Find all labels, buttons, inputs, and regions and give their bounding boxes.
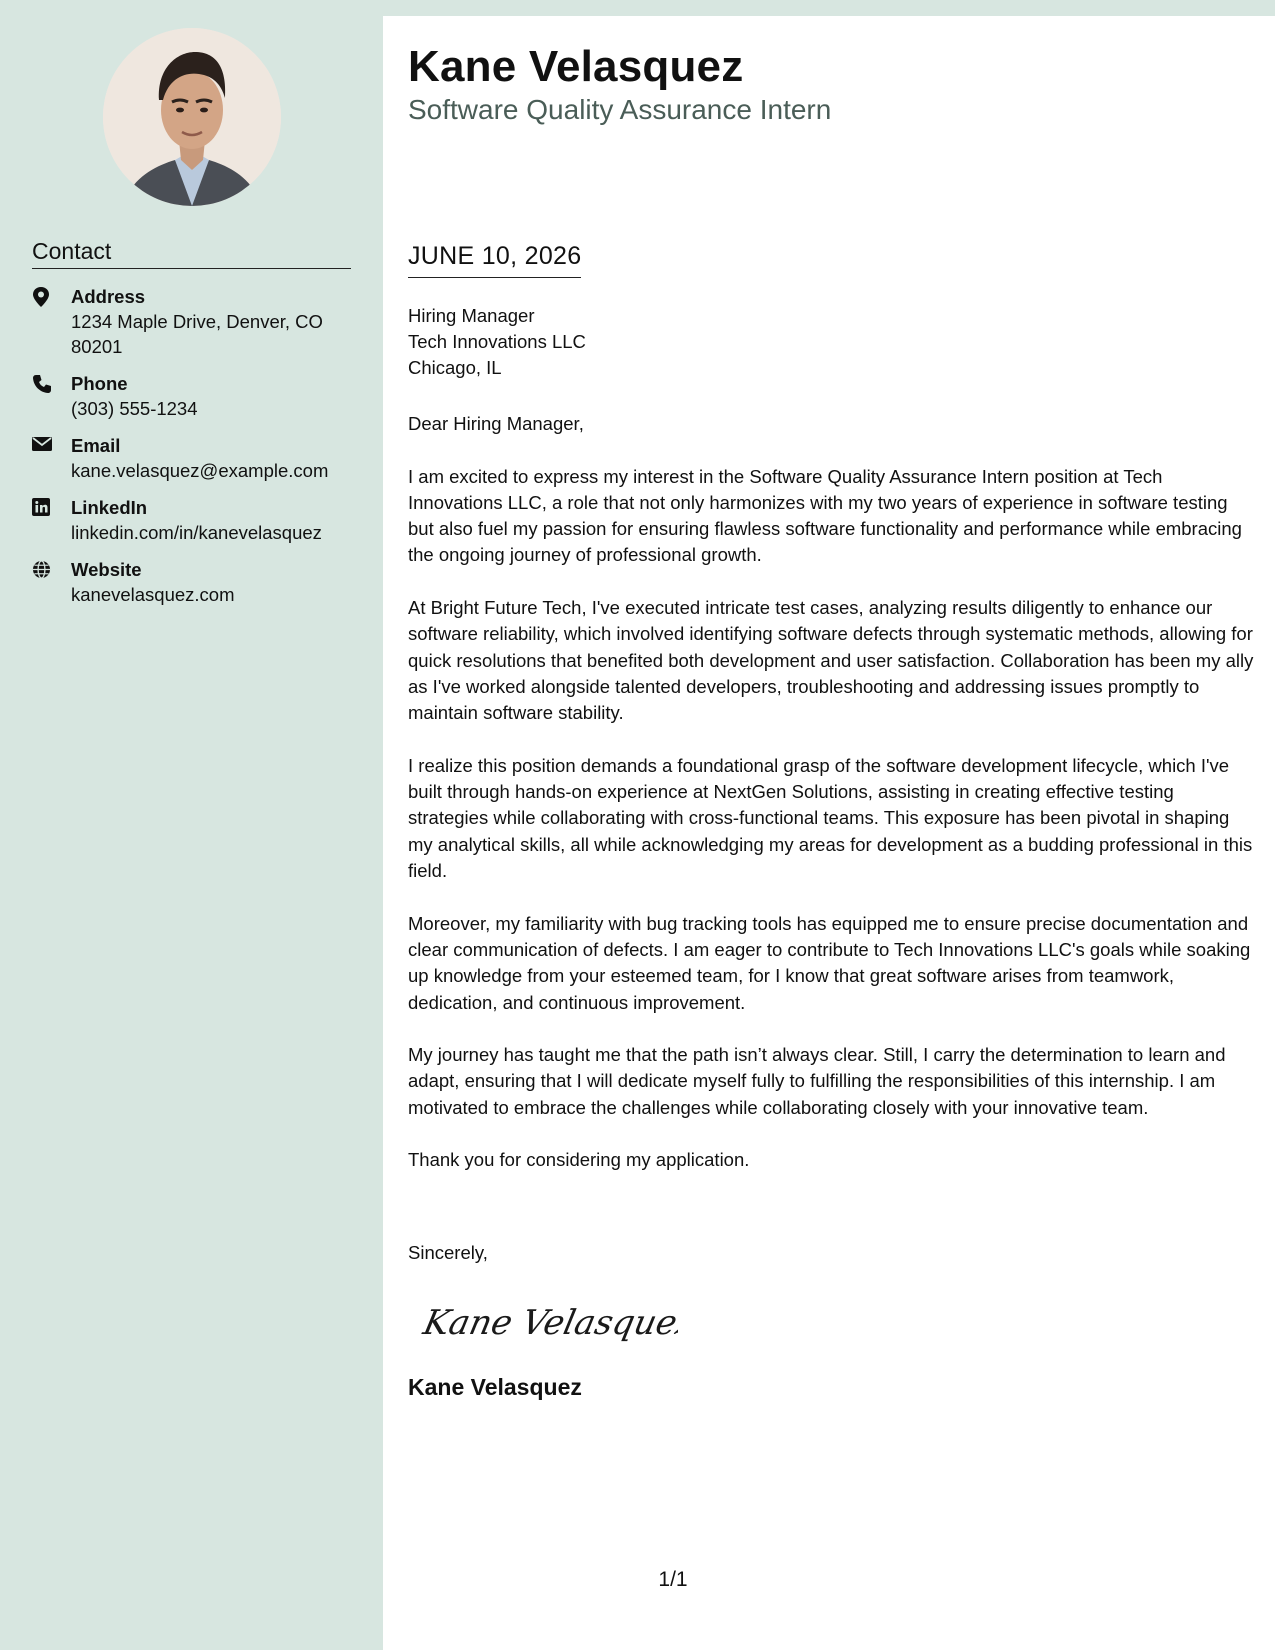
contact-label: Email xyxy=(71,435,121,456)
applicant-name: Kane Velasquez xyxy=(408,42,744,91)
contact-label: LinkedIn xyxy=(71,497,148,518)
signature xyxy=(418,1286,678,1356)
body-paragraph: My journey has taught me that the path isn’t always clear. Still, I carry the determination to learn and adapt, ensuring that I will dedicate myself fully to fulfilling the responsibilities of this internship. I am motivated to embrace the challenges while collaborating closely with your innovative team. xyxy=(408,1044,1226,1118)
letter-date: JUNE 10, 2026 xyxy=(408,242,581,278)
contact-heading: Contact xyxy=(32,238,351,269)
page-number: 1/1 xyxy=(658,1568,688,1591)
sidebar xyxy=(0,0,383,1650)
profile-photo-image xyxy=(103,28,281,206)
contact-item-address xyxy=(32,284,362,359)
contact-label: Website xyxy=(71,559,142,580)
body-paragraph: Moreover, my familiarity with bug tracking tools has equipped me to ensure precise documentation and clear communication of defects. I am eager to contribute to Tech Innovations LLC's goals while soaking up knowledge from your esteemed team, for I know that great software arises from teamwork, dedication, and continuous improvement. xyxy=(408,912,1251,1013)
job-title: Software Quality Assurance Intern xyxy=(408,94,832,125)
phone-icon xyxy=(32,371,71,421)
recipient-block xyxy=(408,303,586,381)
map-pin-icon xyxy=(32,284,71,359)
recipient-line: Tech Innovations LLC xyxy=(408,331,586,352)
contact-label: Address xyxy=(71,286,146,307)
contact-value[interactable]: kanevelasquez.com xyxy=(71,584,235,605)
closing: Sincerely, xyxy=(408,1242,488,1263)
contact-item-phone xyxy=(32,371,362,421)
contact-item-email xyxy=(32,433,362,483)
linkedin-icon xyxy=(32,495,71,545)
envelope-icon xyxy=(32,433,71,483)
contact-item-linkedin xyxy=(32,495,362,545)
contact-list xyxy=(32,284,362,619)
contact-value: 1234 Maple Drive, Denver, CO 80201 xyxy=(71,311,323,357)
contact-item-website xyxy=(32,557,362,607)
body-paragraph: Thank you for considering my application. xyxy=(408,1149,750,1171)
letter-body xyxy=(408,411,1258,1200)
contact-value[interactable]: kane.velasquez@example.com xyxy=(71,460,329,481)
signature-text: Kane Velasquez xyxy=(419,1303,678,1343)
globe-icon xyxy=(32,557,71,607)
body-paragraph: At Bright Future Tech, I've executed intricate test cases, analyzing results diligently to enhance our software reliability, which involved identifying software defects through systematic methods, allowing for quick resolutions that benefited both development and user satisfaction. Collaboration has been my ally as I've worked alongside talented developers, troubleshooting and addressing issues promptly to maintain software stability. xyxy=(408,597,1254,724)
contact-value[interactable]: linkedin.com/in/kanevelasquez xyxy=(71,522,322,543)
letter-main xyxy=(383,16,1275,1650)
contact-label: Phone xyxy=(71,373,128,394)
salutation: Dear Hiring Manager, xyxy=(408,413,584,434)
body-paragraph: I realize this position demands a foundational grasp of the software development lifecycle, which I've built through hands-on experience at NextGen Solutions, assisting in creating effective testing strategies while collaborating with cross-functional teams. This exposure has been pivotal in shaping my analytical skills, all while acknowledging my areas for development as a budding professional in this field. xyxy=(408,754,1253,882)
recipient-line: Chicago, IL xyxy=(408,357,502,378)
recipient-line: Hiring Manager xyxy=(408,305,535,326)
profile-photo xyxy=(103,28,281,206)
contact-value: (303) 555-1234 xyxy=(71,398,198,419)
body-paragraph: I am excited to express my interest in the Software Quality Assurance Intern position at Tech Innovations LLC, a role that not only harmonizes with my two years of experience in software testing but also fuel my passion for ensuring flawless software functionality and performance while embracing the ongoing journey of professional growth. xyxy=(408,465,1242,566)
signed-name: Kane Velasquez xyxy=(408,1374,582,1400)
